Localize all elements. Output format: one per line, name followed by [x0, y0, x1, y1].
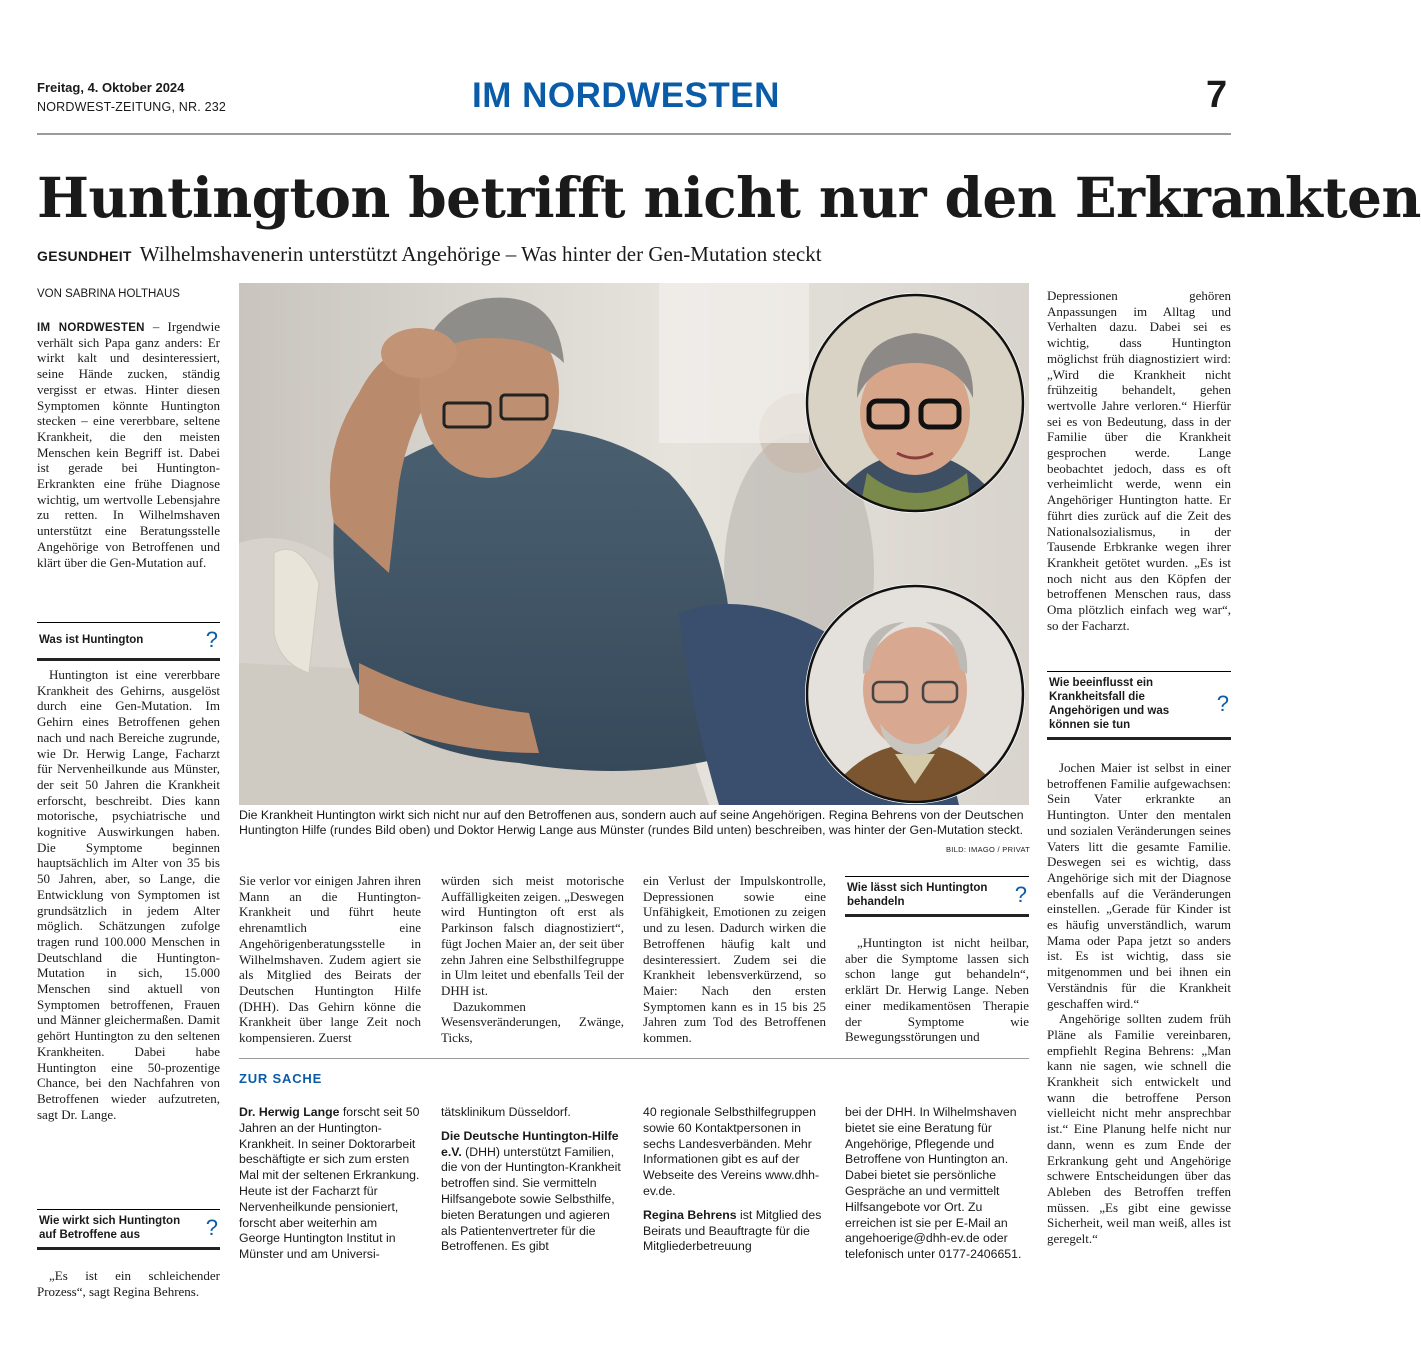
body-paragraph [37, 667, 220, 1122]
question-mark-icon: ? [205, 1215, 218, 1240]
subheadline [37, 242, 822, 267]
question-mark-icon: ? [205, 627, 218, 652]
paragraph-text: Sie verlor vor einigen Jahren ihren Mann an die Huntington-Krankheit und führt heute ehrenamtlich eine Angehörigenberatungsstelle in Wilhelmshaven. Zudem agiert sie als Mitglied des Beirats der Deutschen Huntington Hilfe (DHH). Das Gehirn könne die Krankheit über lange Zeit noch kompensieren. Zuerst [239, 873, 421, 1046]
info-text: tätsklinikum Düsseldorf. [441, 1105, 571, 1119]
question-title: Was ist Huntington [39, 634, 144, 646]
subheadline-text: Wilhelmshavenerin unterstützt Angehörige – Was hinter der Gen-Mutation steckt [139, 242, 822, 266]
question-box-4 [1047, 671, 1231, 740]
photo-credit: BILD: IMAGO / PRIVAT [946, 845, 1031, 854]
question-mark-icon: ? [1014, 882, 1027, 907]
question-mark-icon: ? [1216, 691, 1229, 716]
body-column-5 [845, 935, 1029, 1045]
paragraph-text: würden sich meist motorische Auffälligkeiten zeigen. „Deswegen wird Huntington oft erst als Parkinson falsch diagnostiziert“, fügt Jochen Maier an, der seit über zehn Jahren eine Selbsthilfegruppe in Ulm leitet und ebenfalls Teil der DHH ist. [441, 873, 624, 998]
page-number: 7 [1206, 74, 1228, 116]
article-photo [239, 283, 1029, 805]
info-text: ist Mitglied des Beirats und Beauftragte für die Mitgliederbetreuung [643, 1207, 822, 1254]
byline: VON SABRINA HOLTHAUS [37, 288, 180, 300]
issue-number: NORDWEST-ZEITUNG, NR. 232 [37, 100, 227, 114]
subheadline-kicker: GESUNDHEIT [37, 248, 132, 264]
photo-illustration [239, 283, 1029, 805]
info-text: (DHH) unterstützt Familien, die von der Huntington-Krankheit betroffen sind. Sie vermitteln Hilfsangebote sowie Selbsthilfe, bieten Beratungen und agieren als Patientenvertreter für die Betroffenen. Es gibt [441, 1144, 621, 1254]
zur-sache-column-3 [643, 1105, 826, 1255]
person-name: Regina Behrens [643, 1207, 737, 1222]
paragraph-text: „Es ist ein schleichender Prozess“, sagt Regina Behrens. [37, 1268, 220, 1299]
issue-date: Freitag, 4. Oktober 2024 [37, 80, 185, 95]
body-column-3 [441, 873, 624, 1046]
body-column-2 [239, 873, 421, 1046]
question-title: Wie beeinflusst ein Krankheitsfall die Angehörigen und was können sie tun [1049, 677, 1170, 731]
headline: Huntington betrifft nicht nur den Erkrankten [37, 165, 1421, 230]
question-box-3 [845, 876, 1029, 917]
zur-sache-column-1 [239, 1105, 421, 1263]
person-name: Dr. Herwig Lange [239, 1105, 340, 1119]
question-box-1 [37, 622, 220, 661]
lead-paragraph [37, 319, 220, 570]
question-title: Wie lässt sich Huntington behandeln [847, 882, 988, 908]
paragraph-text: Angehörige sollten zudem früh Pläne als Familie vereinbaren, empfiehlt Regina Behrens: „Man kann nie sagen, wie schnell die Krankheit sich entwickelt und wann die betroffene Person vielleicht nicht mehr ansprechbar ist.“ Eine Planung helfe nicht nur dann, wenn es zum Ende der Erkrankung geht und Angehörige schwere Entscheidungen über das Ableben des Betroffen treffen müssen. „Es gibt eine gewisse Sicherheit, weil man weiß, alles ist geregelt.“ [1047, 1011, 1231, 1247]
organization-name: Die Deutsche Huntington-Hilfe e.V. [441, 1128, 619, 1159]
paragraph-text: „Huntington ist nicht heilbar, aber die Symptome lassen sich schon lange gut behandeln“, erklärt Dr. Herwig Lange. Neben einer medikamentösen Therapie der Symptome wie Bewegungsstörungen und [845, 935, 1029, 1045]
paragraph-text: Huntington ist eine vererbbare Krankheit des Gehirns, ausgelöst durch eine Gen-Mutation. Im Gehirn eines Betroffenen gehen nach und nach Bereiche zugrunde, wie Dr. Herwig Lange, Facharzt für Nervenheilkunde aus Münster, der seit 50 Jahren die Krankheit erforscht, beschreibt. Dies kann motorische, psychiatrische und kognitive Auswirkungen haben. Die Symptome beginnen hauptsächlich im Alter von 35 bis 50 Jahren, aber, so Lange, die Entwicklung von Symptomen ist grundsätzlich in jedem Alter möglich. Schätzungen zufolge tragen rund 100.000 Menschen in Deutschland die Huntington-Mutation in sich, 15.000 Menschen sind aktuell von Symptomen betroffenen, Frauen und Männer gleichermaßen. Damit gehört Huntington zu den seltenen Krankheiten. Dabei habe Huntington eine 50-prozentige Chance, bei den Nachfahren von Betroffenen wieder aufzutreten, sagt Dr. Lange. [37, 667, 220, 1122]
question-box-2 [37, 1209, 220, 1250]
info-text: 40 regionale Selbsthilfegruppen sowie 60 Kontaktpersonen in sechs Landesverbänden. Mehr Informationen gibt es auf der Webseite des Vereins www.dhh-ev.de. [643, 1105, 820, 1198]
zur-sache-column-2 [441, 1105, 623, 1255]
paragraph-text: Dazukommen Wesensveränderungen, Zwänge, Ticks, [441, 998, 624, 1046]
zur-sache-title: ZUR SACHE [239, 1071, 323, 1086]
paragraph-text: ein Verlust der Impulskontrolle, Depressionen sowie eine Unfähigkeit, Emotionen zu zeigen und zu lesen. Dadurch wirken die Betroffenen häufig kalt und desinteressiert. Zudem sei die Krankheit lebensverkürzend, so Maier: Nach den ersten Symptomen kann es in 15 bis 25 Jahren zum Tod des Betroffenen kommen. [643, 873, 826, 1046]
info-text: bei der DHH. In Wilhelmshaven bietet sie eine Beratung für Angehörige, Pflegende und Betroffene von Huntington an. Dabei bietet sie persönliche Gespräche an und vermittelt Hilfsangebote vor Ort. Zu erreichen ist sie per E-Mail an angehoerige@dhh-ev.de oder telefonisch unter 0177-2406651. [845, 1105, 1022, 1262]
section-title: IM NORDWESTEN [472, 76, 780, 115]
lead-text: – Irgendwie verhält sich Papa ganz anders: Er wirkt kalt und desinteressiert, seine Hände zucken, ständig vergisst er etwas. Hinter diesen Symptomen könnte Huntington stecken – eine vererbbare, seltene Krankheit, die den meisten Menschen kein Begriff ist. Dabei ist gerade bei Huntington-Erkrankten eine frühe Diagnose wichtig, um wertvolle Lebensjahre zu retten. In Wilhelmshaven unterstützt eine Beratungsstelle Angehörige von Betroffenen und klärt über die Gen-Mutation auf. [37, 319, 220, 570]
photo-caption: Die Krankheit Huntington wirkt sich nicht nur auf den Betroffenen aus, sondern auch auf seine Angehörigen. Regina Behrens von der Deutschen Huntington Hilfe (rundes Bild oben) und Doktor Herwig Lange aus Münster (rundes Bild unten) beschreiben, was hinter der Gen-Mutation steckt. [239, 808, 1024, 838]
zur-sache-rule [239, 1058, 1029, 1059]
info-text: forscht seit 50 Jahren an der Huntington-Krankheit. In seiner Doktorarbeit beschäftigte er sich zum ersten Mal mit der seltenen Erkrankung. Heute ist der Facharzt für Nervenheilkunde pensioniert, forscht aber weiterhin am George Huntington Institut in Münster und am Universi- [239, 1105, 420, 1262]
question-title: Wie wirkt sich Huntington auf Betroffene aus [39, 1215, 181, 1241]
paragraph-text: Jochen Maier ist selbst in einer betroffenen Familie aufgewachsen: Sein Vater erkrankte an Huntington. Unter den mentalen und sozialen Veränderungen seines Vaters litt die gesamte Familie. Deswegen sei es wichtig, dass Angehörige sich mit der Diagnose ebenfalls auf die Veränderungen einstellen. „Gerade für Kinder ist es häufig unverständlich, warum Mama oder Papa jetzt so anders ist. Es ist wichtig, dass sie mitgenommen und bei ihnen ein Verständnis für die Krankheit geschaffen wird.“ [1047, 760, 1231, 1011]
body-column-4 [643, 873, 826, 1046]
body-column-right-2 [1047, 760, 1231, 1247]
lead-kicker: IM NORDWESTEN [37, 322, 145, 334]
header-rule [37, 133, 1231, 135]
zur-sache-column-4 [845, 1105, 1029, 1263]
paragraph-text: Depressionen gehören Anpassungen im Alltag und Verhalten dazu. Dabei sei es wichtig, dass Huntington möglichst früh diagnostiziert wird: „Wird die Krankheit nicht frühzeitig behandelt, gehen wertvolle Jahre verloren.“ Hierfür sei es von Bedeutung, dass in der Familie über die Krankheit gesprochen werde. Lange beobachtet jedoch, dass es oft verheimlicht werde, wenn ein Angehöriger Huntington hatte. Er führt dies zurück auf die Zeit des Nationalsozialismus, in der Tausende Erbkranke wegen ihrer Krankheit getötet wurden. „Es ist noch nicht aus den Köpfen der betroffenen Menschen raus, dass Oma plötzlich einfach weg war“, so der Facharzt. [1047, 288, 1231, 633]
body-paragraph [37, 1268, 220, 1299]
body-column-right [1047, 288, 1231, 633]
